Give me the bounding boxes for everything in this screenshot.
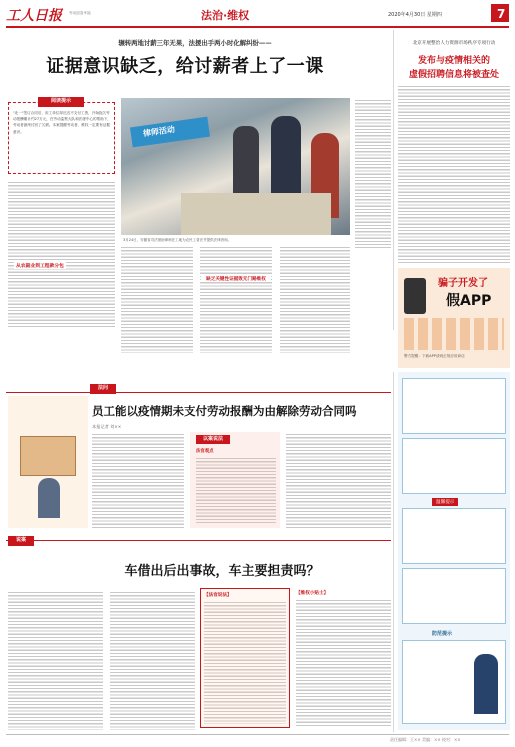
lead-subhead-1: 从农副业到工程款分包 — [16, 264, 64, 269]
footer-editor: 责任编辑：王×× 美编：×× 校对：×× — [390, 737, 461, 742]
qa-text — [196, 456, 276, 524]
lead-text-col-4 — [280, 245, 350, 353]
comic-panel-4 — [402, 568, 506, 624]
column-divider-bottom-right — [393, 372, 394, 732]
center-col-text — [355, 98, 391, 248]
right-text-col — [398, 84, 510, 264]
editor-note-text: "北一"签订合同后，用工单位却迟迟不支付工资，开始拖欠劳动报酬累计约27万元，在劳动监察大队和法援中心的帮助下，劳动者最终讨回了欠薪。本案提醒劳动者，维权一定要有证据意识。 — [13, 111, 111, 134]
bottom-section-rule — [6, 540, 391, 541]
masthead-rule — [6, 26, 509, 28]
masthead — [6, 4, 509, 26]
wage-illustration — [8, 396, 88, 528]
masthead-logo: 工人日报 — [6, 8, 62, 24]
qa-sub: 法官观点 — [196, 449, 214, 454]
case-section-label: 法问 — [90, 384, 116, 394]
bottom-text-col-1 — [8, 590, 103, 730]
ad-phone-icon — [404, 278, 426, 314]
lead-kicker: 辗转两地讨薪三年无果，法援出手两小时化解纠纷—— — [118, 39, 272, 47]
ad-footer-text: 警方提醒：下载APP请到正规应用商店 — [404, 354, 465, 358]
column-divider-right — [393, 30, 394, 330]
comic-note-label: 温馨提示 — [432, 498, 458, 506]
judge-box-text — [204, 600, 286, 724]
section-title: 法治·维权 — [201, 9, 250, 22]
judge-box-title: 【法官说法】 — [204, 593, 232, 598]
lead-headline: 证据意识缺乏，给讨薪者上了一课 — [46, 56, 324, 77]
case-headline: 员工能以疫情期未支付劳动报酬为由解除劳动合同吗 — [92, 404, 357, 418]
right-headline-1: 发布与疫情相关的 — [417, 56, 490, 66]
ad-illustration — [404, 318, 504, 350]
page-number: 7 — [497, 7, 506, 21]
case-text-col-2 — [286, 432, 391, 528]
comic-panel-2 — [402, 438, 506, 494]
comic-strip — [398, 372, 510, 730]
bottom-headline: 车借出后出事故，车主要担责吗？ — [124, 564, 320, 579]
ad-headline-2: 假APP — [446, 293, 492, 309]
wage-envelope-icon — [20, 436, 76, 476]
issue-date: 2020年4月30日 星期四 — [388, 12, 442, 18]
ad-headline-1: 骗子开发了 — [438, 278, 488, 289]
qa-label: 以案说法 — [196, 435, 230, 444]
case-section-rule — [6, 392, 391, 393]
photo-banner-text: 律师活动 — [142, 124, 176, 139]
right-headline-2: 虚假招聘信息将被查处 — [408, 70, 499, 80]
photo-table — [181, 193, 331, 235]
tips-title: 【维权小贴士】 — [296, 591, 329, 596]
right-kicker: 北京开展整治人力资源市场秩序专项行动 — [412, 41, 496, 46]
editor-note-label: 阅读提示 — [38, 97, 84, 107]
bottom-text-col-3 — [296, 598, 391, 728]
lead-subhead-2: 缺乏关键性证据致无门路维权 — [201, 276, 271, 282]
bottom-section-label: 说案 — [8, 536, 34, 546]
footer-rule — [6, 734, 509, 735]
lead-text-col-3 — [200, 245, 272, 353]
comic-police-figure — [474, 654, 498, 714]
comic-panel-3 — [402, 508, 506, 564]
masthead-slogan: 劳动创造幸福 — [69, 11, 91, 15]
fraud-ad — [398, 268, 510, 368]
case-text-col-1 — [92, 432, 184, 528]
lead-text-col-2 — [121, 245, 193, 353]
case-byline: 本报记者 刘×× — [92, 424, 122, 429]
lead-photo-caption: 3月24日，安徽省司法援助律师在工地为农民工普法并提供法律咨询。 — [123, 238, 232, 242]
lead-text-col-1 — [8, 180, 115, 328]
lead-photo — [121, 98, 350, 235]
wage-figure — [38, 478, 60, 518]
bottom-text-col-2 — [110, 590, 195, 730]
comic-title: 防范提示 — [432, 631, 453, 637]
comic-panel-1 — [402, 378, 506, 434]
